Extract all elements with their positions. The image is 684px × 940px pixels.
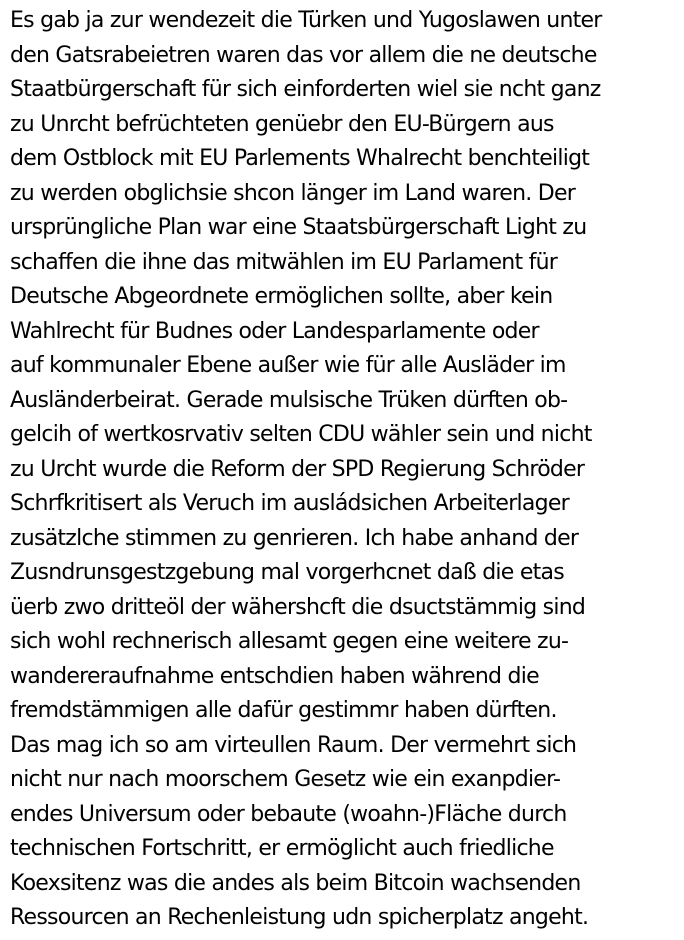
text-line: Zusndrunsgestzgebung mal vorgerhcnet daß die etas (10, 560, 564, 585)
text-line: Wahlrecht für Budnes oder Landesparlamente oder (10, 318, 539, 344)
text-line: dem Ostblock mit EU Parlements Whalrecht benchteiligt (10, 146, 590, 171)
text-line: zu werden obglichsie shcon länger im Land waren. Der (10, 180, 576, 206)
text-line: wandereraufnahme entschdien haben während die (10, 663, 539, 689)
text-line: nicht nur nach moorschem Gesetz wie ein exanpdier- (10, 767, 561, 792)
text-line: Deutsche Abgeordnete ermöglichen sollte, aber kein (10, 284, 553, 309)
text-line: Ausländerbeirat. Gerade mulsische Trüken dürften ob- (10, 387, 568, 413)
text-line: Das mag ich so am virteullen Raum. Der vermehrt sich (10, 732, 577, 758)
text-line: zu Unrcht befrüchteten genüebr den EU-Bürgern aus (10, 111, 554, 137)
text-line: sich wohl rechnerisch allesamt gegen eine weitere zu- (10, 629, 569, 654)
text-line: gelcih of wertkosrvativ selten CDU wähler sein und nicht (10, 422, 592, 447)
text-line: Schrfkritisert als Veruch im ausládsichen Arbeiterlager (10, 491, 569, 516)
text-line: zusätzlche stimmen zu genrieren. Ich habe anhand der (10, 525, 579, 551)
text-line: üerb zwo dritteöl der wähershcft die dsuctstämmig sind (10, 594, 586, 620)
text-line: ursprüngliche Plan war eine Staatsbürgerschaft Light zu (10, 215, 587, 240)
text-line: fremdstämmigen alle dafür gestimmr haben dürften. (10, 698, 557, 723)
text-line: Es gab ja zur wendezeit die Türken und Yugoslawen unter (10, 8, 602, 33)
text-line: Koexsitenz was die andes als beim Bitcoin wachsenden (10, 870, 581, 896)
text-line: Staatbürgerschaft für sich einforderten wiel sie ncht ganz (10, 77, 601, 102)
text-line: den Gatsrabeietren waren das vor allem die ne deutsche (10, 42, 597, 68)
text-line: schaffen die ihne das mitwählen im EU Parlament für (10, 249, 558, 275)
body-text (10, 4, 680, 936)
text-line: auf kommunaler Ebene außer wie für alle Ausläder im (10, 353, 566, 378)
text-line: endes Universum oder bebaute (woahn-)Fläche durch (10, 801, 567, 827)
text-line: Ressourcen an Rechenleistung udn spicherplatz angeht. (10, 905, 589, 930)
text-line: technischen Fortschritt, er ermöglicht auch friedliche (10, 836, 554, 861)
text-line: zu Urcht wurde die Reform der SPD Regierung Schröder (10, 456, 585, 482)
